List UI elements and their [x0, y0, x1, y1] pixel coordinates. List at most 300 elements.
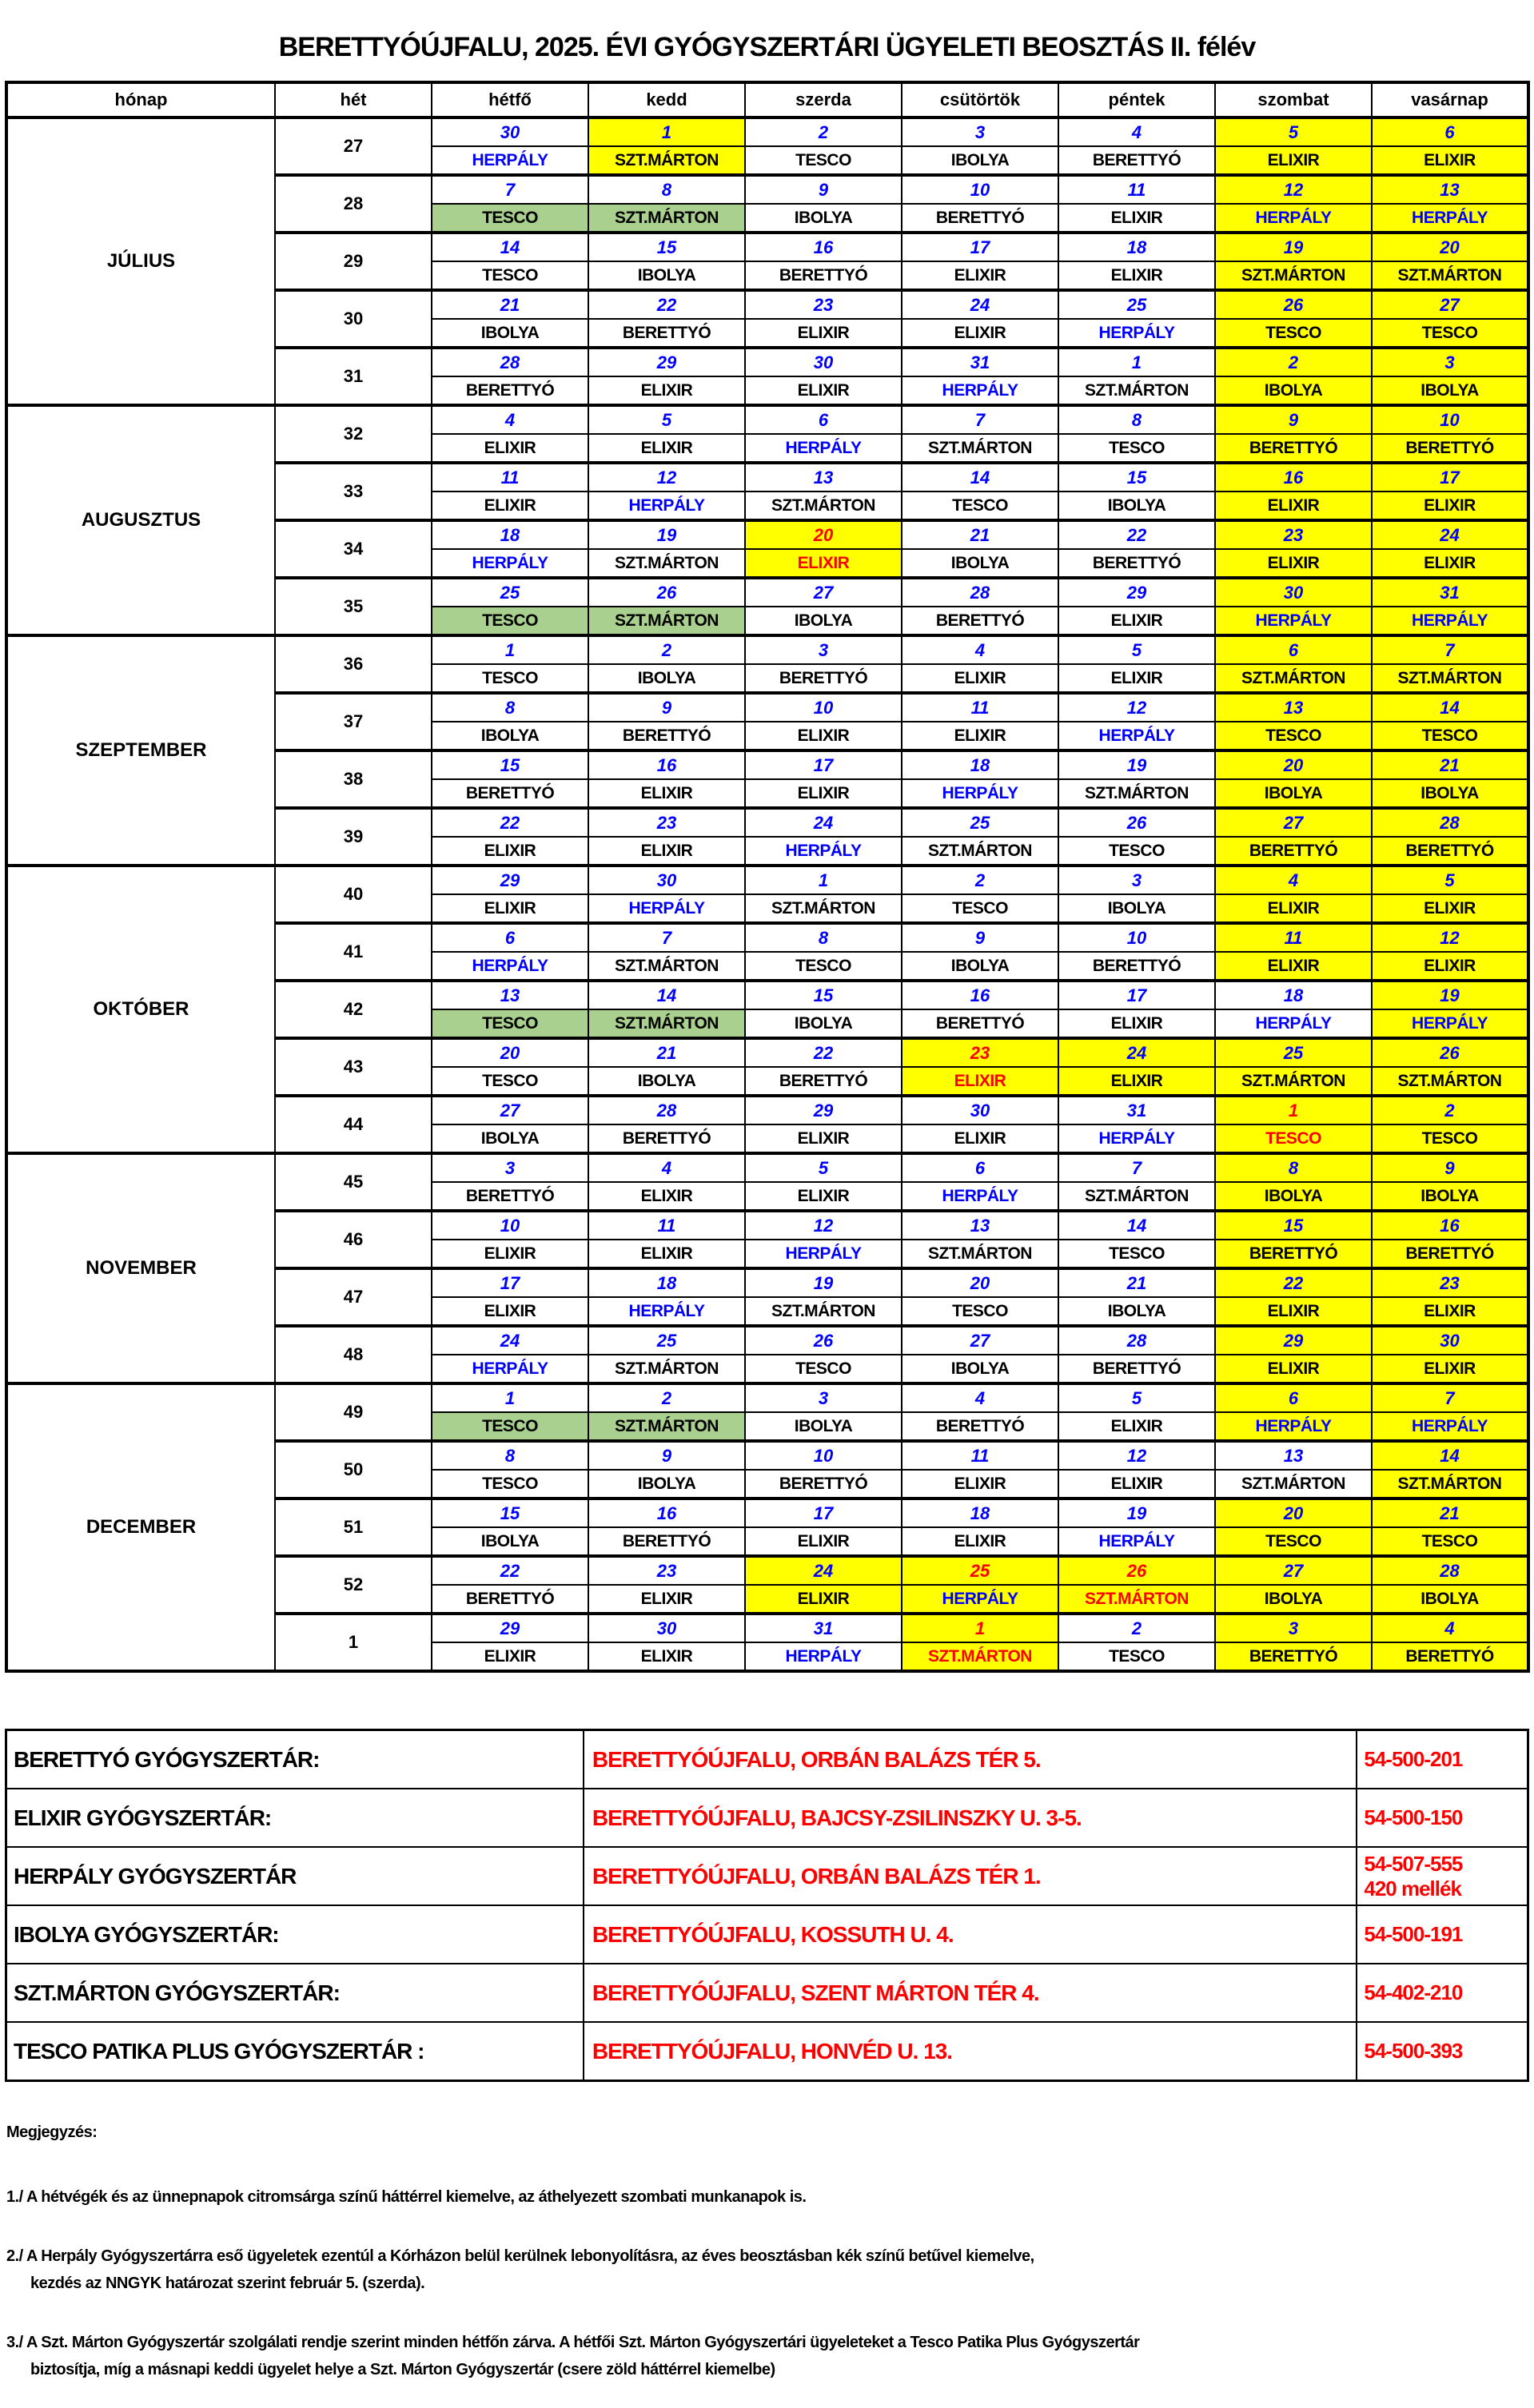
pharmacy-cell: SZT.MÁRTON [588, 952, 745, 981]
week-number: 51 [275, 1499, 432, 1556]
date-cell: 8 [588, 175, 745, 204]
date-cell: 2 [902, 866, 1058, 894]
legend-row [6, 1730, 1528, 1789]
pharmacy-cell: ELIXIR [432, 837, 588, 866]
week-number: 29 [275, 233, 432, 290]
legend-phone-line: 54-507-555 [1364, 1851, 1463, 1876]
date-cell: 11 [432, 463, 588, 492]
date-cell: 5 [588, 405, 745, 434]
pharmacy-cell: ELIXIR [588, 1240, 745, 1268]
pharmacy-cell: ELIXIR [1058, 664, 1215, 693]
pharmacy-cell: IBOLYA [432, 1124, 588, 1153]
date-cell: 13 [1215, 693, 1372, 722]
week-number: 1 [275, 1614, 432, 1671]
date-cell: 7 [1372, 1383, 1528, 1412]
pharmacy-cell: TESCO [1215, 1124, 1372, 1153]
date-cell: 15 [1058, 463, 1215, 492]
date-cell: 2 [745, 117, 902, 146]
date-cell: 24 [745, 808, 902, 837]
date-cell: 9 [588, 1441, 745, 1470]
date-cell: 9 [745, 175, 902, 204]
week-date-row [6, 635, 1528, 664]
date-cell: 9 [1215, 405, 1372, 434]
pharmacy-cell: ELIXIR [1215, 1355, 1372, 1383]
pharmacy-cell: TESCO [902, 894, 1058, 923]
note-item-3 [6, 2329, 1534, 2383]
notes-heading: Megjegyzés: [6, 2123, 98, 2141]
pharmacy-cell: ELIXIR [1058, 204, 1215, 233]
date-cell: 16 [588, 750, 745, 779]
pharmacy-cell: IBOLYA [588, 1067, 745, 1096]
date-cell: 1 [745, 866, 902, 894]
pharmacy-cell: HERPÁLY [902, 779, 1058, 808]
date-cell: 28 [902, 578, 1058, 607]
column-header-2: hétfő [432, 82, 588, 117]
pharmacy-cell: HERPÁLY [745, 1642, 902, 1671]
date-cell: 26 [588, 578, 745, 607]
pharmacy-cell: ELIXIR [1372, 894, 1528, 923]
pharmacy-cell: SZT.MÁRTON [588, 607, 745, 635]
date-cell: 17 [902, 233, 1058, 261]
note-line: 2./ A Herpály Gyógyszertárra eső ügyeletek ezentúl a Kórházon belül kerülnek lebonyolításra, az éves beosztásban kék színű betűvel kiemelve, [6, 2247, 1034, 2265]
date-cell: 25 [902, 1556, 1058, 1585]
week-number: 43 [275, 1038, 432, 1096]
pharmacy-cell: ELIXIR [432, 1240, 588, 1268]
date-cell: 21 [1372, 750, 1528, 779]
week-number: 49 [275, 1383, 432, 1441]
date-cell: 20 [902, 1268, 1058, 1297]
date-cell: 3 [745, 635, 902, 664]
legend-address: BERETTYÓÚJFALU, KOSSUTH U. 4. [584, 1905, 1357, 1964]
pharmacy-cell: SZT.MÁRTON [745, 492, 902, 520]
pharmacy-cell: IBOLYA [745, 204, 902, 233]
date-cell: 19 [745, 1268, 902, 1297]
legend-phone-line: 54-500-191 [1364, 1922, 1463, 1946]
date-cell: 31 [902, 348, 1058, 376]
date-cell: 14 [432, 233, 588, 261]
pharmacy-cell: TESCO [1058, 1240, 1215, 1268]
column-header-0: hónap [6, 82, 275, 117]
pharmacy-cell: TESCO [1215, 1527, 1372, 1556]
column-header-5: csütörtök [902, 82, 1058, 117]
date-cell: 29 [1215, 1326, 1372, 1355]
pharmacy-cell: ELIXIR [902, 722, 1058, 750]
pharmacy-cell: BERETTYÓ [902, 1412, 1058, 1441]
date-cell: 22 [1215, 1268, 1372, 1297]
legend-row [6, 1964, 1528, 2022]
date-cell: 4 [432, 405, 588, 434]
date-cell: 6 [745, 405, 902, 434]
date-cell: 13 [1215, 1441, 1372, 1470]
date-cell: 30 [588, 866, 745, 894]
pharmacy-cell: BERETTYÓ [1058, 549, 1215, 578]
pharmacy-cell: IBOLYA [1215, 779, 1372, 808]
date-cell: 22 [745, 1038, 902, 1067]
pharmacy-cell: ELIXIR [1372, 492, 1528, 520]
date-cell: 24 [1058, 1038, 1215, 1067]
pharmacy-cell: ELIXIR [1215, 549, 1372, 578]
legend-phone-line: 420 mellék [1364, 1876, 1461, 1901]
date-cell: 13 [1372, 175, 1528, 204]
pharmacy-cell: IBOLYA [432, 722, 588, 750]
pharmacy-cell: ELIXIR [1372, 146, 1528, 175]
legend-phone [1357, 1730, 1528, 1789]
legend-phone-line: 54-500-201 [1364, 1747, 1463, 1771]
pharmacy-legend-table [5, 1729, 1529, 2082]
pharmacy-cell: BERETTYÓ [432, 1585, 588, 1614]
date-cell: 30 [745, 348, 902, 376]
date-cell: 16 [588, 1499, 745, 1527]
pharmacy-cell: ELIXIR [902, 319, 1058, 348]
date-cell: 11 [588, 1211, 745, 1240]
week-number: 35 [275, 578, 432, 635]
date-cell: 22 [1058, 520, 1215, 549]
pharmacy-cell: ELIXIR [902, 1067, 1058, 1096]
date-cell: 8 [1215, 1153, 1372, 1182]
pharmacy-cell: TESCO [432, 1412, 588, 1441]
legend-row [6, 1905, 1528, 1964]
pharmacy-cell: SZT.MÁRTON [902, 1240, 1058, 1268]
date-cell: 9 [902, 923, 1058, 952]
pharmacy-cell: HERPÁLY [1215, 1412, 1372, 1441]
pharmacy-cell: HERPÁLY [1058, 1124, 1215, 1153]
date-cell: 26 [1215, 290, 1372, 319]
date-cell: 25 [432, 578, 588, 607]
pharmacy-cell: HERPÁLY [902, 376, 1058, 405]
month-label-0: JÚLIUS [6, 117, 275, 405]
date-cell: 30 [1215, 578, 1372, 607]
pharmacy-cell: IBOLYA [1372, 376, 1528, 405]
legend-phone [1357, 1847, 1528, 1905]
column-header-4: szerda [745, 82, 902, 117]
legend-address: BERETTYÓÚJFALU, HONVÉD U. 13. [584, 2022, 1357, 2081]
week-number: 42 [275, 981, 432, 1038]
pharmacy-cell: IBOLYA [1215, 376, 1372, 405]
legend-row [6, 2022, 1528, 2081]
pharmacy-cell: ELIXIR [432, 1642, 588, 1671]
date-cell: 1 [588, 117, 745, 146]
date-cell: 18 [588, 1268, 745, 1297]
pharmacy-cell: ELIXIR [588, 837, 745, 866]
pharmacy-cell: IBOLYA [1372, 779, 1528, 808]
date-cell: 27 [745, 578, 902, 607]
pharmacy-cell: ELIXIR [745, 1527, 902, 1556]
pharmacy-cell: SZT.MÁRTON [1215, 1067, 1372, 1096]
note-item-1 [6, 2183, 1534, 2211]
pharmacy-cell: IBOLYA [902, 1355, 1058, 1383]
pharmacy-cell: BERETTYÓ [432, 779, 588, 808]
pharmacy-cell: HERPÁLY [432, 146, 588, 175]
date-cell: 21 [432, 290, 588, 319]
pharmacy-cell: HERPÁLY [432, 1355, 588, 1383]
pharmacy-cell: HERPÁLY [745, 434, 902, 463]
date-cell: 13 [745, 463, 902, 492]
date-cell: 4 [1372, 1614, 1528, 1642]
legend-row [6, 1789, 1528, 1847]
week-number: 33 [275, 463, 432, 520]
date-cell: 19 [588, 520, 745, 549]
pharmacy-cell: ELIXIR [1215, 952, 1372, 981]
date-cell: 16 [1215, 463, 1372, 492]
pharmacy-cell: ELIXIR [588, 434, 745, 463]
pharmacy-cell: IBOLYA [1372, 1182, 1528, 1211]
legend-phone-line: 54-500-393 [1364, 2039, 1463, 2063]
note-line: 1./ A hétvégék és az ünnepnapok citromsárga színű háttérrel kiemelve, az áthelyezett szombati munkanapok is. [6, 2188, 807, 2206]
pharmacy-cell: BERETTYÓ [745, 1470, 902, 1499]
legend-phone-line: 54-500-150 [1364, 1805, 1463, 1829]
date-cell: 20 [432, 1038, 588, 1067]
pharmacy-cell: HERPÁLY [1215, 1009, 1372, 1038]
date-cell: 25 [902, 808, 1058, 837]
date-cell: 22 [432, 1556, 588, 1585]
date-cell: 8 [432, 1441, 588, 1470]
legend-address: BERETTYÓÚJFALU, BAJCSY-ZSILINSZKY U. 3-5. [584, 1789, 1357, 1847]
date-cell: 5 [1215, 117, 1372, 146]
date-cell: 14 [588, 981, 745, 1009]
date-cell: 18 [902, 1499, 1058, 1527]
pharmacy-cell: ELIXIR [902, 261, 1058, 290]
date-cell: 15 [432, 750, 588, 779]
date-cell: 6 [1215, 635, 1372, 664]
pharmacy-cell: ELIXIR [1372, 1297, 1528, 1326]
pharmacy-cell: TESCO [745, 1355, 902, 1383]
pharmacy-cell: HERPÁLY [588, 492, 745, 520]
date-cell: 14 [1372, 1441, 1528, 1470]
date-cell: 28 [432, 348, 588, 376]
date-cell: 23 [902, 1038, 1058, 1067]
date-cell: 31 [745, 1614, 902, 1642]
pharmacy-cell: ELIXIR [1058, 1067, 1215, 1096]
pharmacy-cell: IBOLYA [1372, 1585, 1528, 1614]
note-line: 3./ A Szt. Márton Gyógyszertár szolgálati rendje szerint minden hétfőn zárva. A hétfői Szt. Márton Gyógyszertári ügyeleteket a Tesco Patika Plus Gyógyszertár [6, 2334, 1140, 2351]
pharmacy-cell: ELIXIR [432, 492, 588, 520]
pharmacy-cell: HERPÁLY [902, 1585, 1058, 1614]
date-cell: 29 [745, 1096, 902, 1124]
month-label-1: AUGUSZTUS [6, 405, 275, 635]
pharmacy-cell: SZT.MÁRTON [902, 434, 1058, 463]
legend-phone [1357, 1964, 1528, 2022]
pharmacy-cell: BERETTYÓ [432, 376, 588, 405]
pharmacy-cell: BERETTYÓ [1372, 1240, 1528, 1268]
legend-pharmacy-name: HERPÁLY GYÓGYSZERTÁR [6, 1847, 584, 1905]
column-header-7: szombat [1215, 82, 1372, 117]
week-number: 32 [275, 405, 432, 463]
date-cell: 18 [1215, 981, 1372, 1009]
date-cell: 17 [432, 1268, 588, 1297]
pharmacy-cell: TESCO [1058, 837, 1215, 866]
pharmacy-cell: TESCO [432, 261, 588, 290]
date-cell: 27 [1215, 808, 1372, 837]
date-cell: 25 [588, 1326, 745, 1355]
date-cell: 27 [1372, 290, 1528, 319]
date-cell: 17 [1372, 463, 1528, 492]
date-cell: 19 [1058, 750, 1215, 779]
legend-pharmacy-name: IBOLYA GYÓGYSZERTÁR: [6, 1905, 584, 1964]
date-cell: 16 [745, 233, 902, 261]
date-cell: 15 [588, 233, 745, 261]
pharmacy-cell: HERPÁLY [588, 894, 745, 923]
month-label-4: NOVEMBER [6, 1153, 275, 1383]
pharmacy-cell: HERPÁLY [902, 1182, 1058, 1211]
pharmacy-cell: SZT.MÁRTON [1372, 1470, 1528, 1499]
pharmacy-cell: BERETTYÓ [588, 722, 745, 750]
date-cell: 7 [1058, 1153, 1215, 1182]
pharmacy-cell: IBOLYA [745, 1009, 902, 1038]
date-cell: 5 [1058, 635, 1215, 664]
date-cell: 16 [1372, 1211, 1528, 1240]
pharmacy-cell: ELIXIR [745, 779, 902, 808]
pharmacy-cell: IBOLYA [588, 1470, 745, 1499]
pharmacy-cell: TESCO [432, 204, 588, 233]
pharmacy-cell: IBOLYA [588, 664, 745, 693]
date-cell: 11 [902, 1441, 1058, 1470]
date-cell: 12 [588, 463, 745, 492]
date-cell: 13 [432, 981, 588, 1009]
date-cell: 14 [1058, 1211, 1215, 1240]
date-cell: 9 [1372, 1153, 1528, 1182]
date-cell: 31 [1372, 578, 1528, 607]
pharmacy-cell: TESCO [1215, 722, 1372, 750]
date-cell: 17 [745, 1499, 902, 1527]
pharmacy-cell: HERPÁLY [1372, 607, 1528, 635]
date-cell: 1 [432, 635, 588, 664]
legend-address: BERETTYÓÚJFALU, SZENT MÁRTON TÉR 4. [584, 1964, 1357, 2022]
duty-schedule-table [5, 81, 1530, 1673]
pharmacy-cell: SZT.MÁRTON [588, 1009, 745, 1038]
date-cell: 30 [1372, 1326, 1528, 1355]
pharmacy-cell: ELIXIR [745, 549, 902, 578]
pharmacy-cell: HERPÁLY [745, 1240, 902, 1268]
pharmacy-cell: IBOLYA [1058, 894, 1215, 923]
pharmacy-cell: IBOLYA [1215, 1182, 1372, 1211]
pharmacy-cell: TESCO [902, 1297, 1058, 1326]
pharmacy-cell: HERPÁLY [1372, 1412, 1528, 1441]
date-cell: 15 [1215, 1211, 1372, 1240]
date-cell: 23 [588, 808, 745, 837]
week-number: 39 [275, 808, 432, 866]
date-cell: 26 [745, 1326, 902, 1355]
pharmacy-cell: ELIXIR [1058, 607, 1215, 635]
pharmacy-cell: TESCO [432, 1470, 588, 1499]
note-line: biztosítja, míg a másnapi keddi ügyelet helye a Szt. Márton Gyógyszertár (csere zöld háttérrel kiemelbe) [30, 2361, 775, 2378]
pharmacy-cell: HERPÁLY [432, 549, 588, 578]
date-cell: 1 [432, 1383, 588, 1412]
date-cell: 21 [902, 520, 1058, 549]
date-cell: 18 [902, 750, 1058, 779]
pharmacy-cell: BERETTYÓ [1372, 837, 1528, 866]
week-number: 38 [275, 750, 432, 808]
week-number: 31 [275, 348, 432, 405]
pharmacy-cell: ELIXIR [902, 1470, 1058, 1499]
pharmacy-cell: HERPÁLY [1058, 1527, 1215, 1556]
date-cell: 7 [1372, 635, 1528, 664]
pharmacy-cell: BERETTYÓ [1372, 434, 1528, 463]
pharmacy-cell: ELIXIR [745, 319, 902, 348]
date-cell: 26 [1372, 1038, 1528, 1067]
pharmacy-cell: HERPÁLY [432, 952, 588, 981]
pharmacy-cell: ELIXIR [1215, 1297, 1372, 1326]
pharmacy-cell: BERETTYÓ [1215, 1240, 1372, 1268]
date-cell: 15 [745, 981, 902, 1009]
date-cell: 20 [1215, 750, 1372, 779]
date-cell: 21 [1058, 1268, 1215, 1297]
date-cell: 3 [1372, 348, 1528, 376]
date-cell: 12 [745, 1211, 902, 1240]
legend-pharmacy-name: SZT.MÁRTON GYÓGYSZERTÁR: [6, 1964, 584, 2022]
pharmacy-cell: ELIXIR [1215, 146, 1372, 175]
pharmacy-cell: SZT.MÁRTON [588, 549, 745, 578]
date-cell: 1 [1215, 1096, 1372, 1124]
month-label-3: OKTÓBER [6, 866, 275, 1153]
month-label-2: SZEPTEMBER [6, 635, 275, 866]
date-cell: 11 [1058, 175, 1215, 204]
pharmacy-cell: BERETTYÓ [432, 1182, 588, 1211]
date-cell: 30 [432, 117, 588, 146]
pharmacy-cell: BERETTYÓ [588, 1527, 745, 1556]
pharmacy-cell: ELIXIR [588, 1642, 745, 1671]
pharmacy-cell: SZT.MÁRTON [1372, 1067, 1528, 1096]
legend-phone [1357, 1905, 1528, 1964]
date-cell: 29 [432, 866, 588, 894]
week-number: 28 [275, 175, 432, 233]
legend-phone [1357, 1789, 1528, 1847]
pharmacy-cell: TESCO [745, 952, 902, 981]
date-cell: 15 [432, 1499, 588, 1527]
date-cell: 1 [1058, 348, 1215, 376]
pharmacy-cell: SZT.MÁRTON [1215, 664, 1372, 693]
week-date-row [6, 1153, 1528, 1182]
pharmacy-cell: ELIXIR [745, 376, 902, 405]
date-cell: 6 [902, 1153, 1058, 1182]
date-cell: 3 [432, 1153, 588, 1182]
pharmacy-cell: ELIXIR [432, 434, 588, 463]
pharmacy-cell: TESCO [432, 607, 588, 635]
date-cell: 17 [745, 750, 902, 779]
date-cell: 8 [432, 693, 588, 722]
date-cell: 21 [588, 1038, 745, 1067]
pharmacy-cell: SZT.MÁRTON [1215, 261, 1372, 290]
date-cell: 28 [1058, 1326, 1215, 1355]
pharmacy-cell: ELIXIR [1058, 1009, 1215, 1038]
note-line: kezdés az NNGYK határozat szerint február 5. (szerda). [30, 2275, 425, 2292]
pharmacy-cell: TESCO [432, 1009, 588, 1038]
date-cell: 10 [1058, 923, 1215, 952]
legend-address: BERETTYÓÚJFALU, ORBÁN BALÁZS TÉR 5. [584, 1730, 1357, 1789]
pharmacy-cell: ELIXIR [1058, 261, 1215, 290]
legend-pharmacy-name: TESCO PATIKA PLUS GYÓGYSZERTÁR : [6, 2022, 584, 2081]
date-cell: 22 [588, 290, 745, 319]
date-cell: 10 [902, 175, 1058, 204]
date-cell: 27 [902, 1326, 1058, 1355]
column-header-1: hét [275, 82, 432, 117]
week-number: 48 [275, 1326, 432, 1383]
month-label-5: DECEMBER [6, 1383, 275, 1671]
pharmacy-cell: HERPÁLY [1372, 204, 1528, 233]
note-item-2 [6, 2243, 1534, 2297]
column-header-6: péntek [1058, 82, 1215, 117]
pharmacy-cell: HERPÁLY [1215, 204, 1372, 233]
date-cell: 23 [1372, 1268, 1528, 1297]
schedule-header-row [6, 82, 1528, 117]
date-cell: 18 [1058, 233, 1215, 261]
week-number: 46 [275, 1211, 432, 1268]
date-cell: 23 [1215, 520, 1372, 549]
pharmacy-cell: IBOLYA [745, 1412, 902, 1441]
week-number: 34 [275, 520, 432, 578]
pharmacy-cell: ELIXIR [902, 1124, 1058, 1153]
date-cell: 24 [1372, 520, 1528, 549]
date-cell: 24 [902, 290, 1058, 319]
